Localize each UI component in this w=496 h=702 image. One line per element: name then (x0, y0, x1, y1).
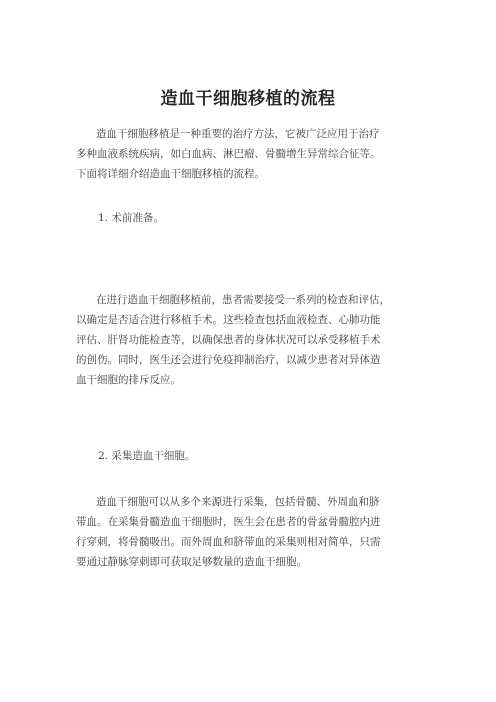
intro-paragraph (76, 124, 436, 184)
intro-line: 多种血液系统疾病，如白血病、淋巴瘤、骨髓增生异常综合征等。 (76, 148, 381, 160)
section-2-paragraph (76, 492, 436, 572)
section-2-line: 造血干细胞可以从多个来源进行采集，包括骨髓、外周血和脐 (96, 496, 380, 508)
section-2-line: 带血。在采集骨髓造血干细胞时，医生会在患者的骨盆骨髓腔内进 (76, 516, 381, 528)
section-1-paragraph (76, 290, 436, 390)
section-2-line: 要通过静脉穿刺即可获取足够数量的造血干细胞。 (76, 556, 307, 568)
section-1-line: 血干细胞的排斥反应。 (76, 374, 181, 386)
intro-line: 下面将详细介绍造血干细胞移植的流程。 (76, 168, 265, 180)
document-title: 造血干细胞移植的流程 (160, 89, 336, 109)
section-1-line: 的创伤。同时，医生还会进行免疫抑制治疗，以减少患者对异体造 (76, 354, 381, 366)
section-1-line: 在进行造血干细胞移植前，患者需要接受一系列的检查和评估， (96, 294, 390, 306)
section-1-heading: 1. 术前准备。 (98, 212, 164, 224)
section-2-line: 行穿刺，将骨髓吸出。而外周血和脐带血的采集则相对简单，只需 (76, 536, 381, 548)
section-1-line: 以确定是否适合进行移植手术。这些检查包括血液检查、心肺功能 (76, 314, 381, 326)
section-1-line: 评估、肝肾功能检查等，以确保患者的身体状况可以承受移植手术 (76, 334, 381, 346)
section-2-heading: 2. 采集造血干细胞。 (98, 450, 196, 462)
intro-line: 造血干细胞移植是一种重要的治疗方法，它被广泛应用于治疗 (96, 128, 380, 140)
